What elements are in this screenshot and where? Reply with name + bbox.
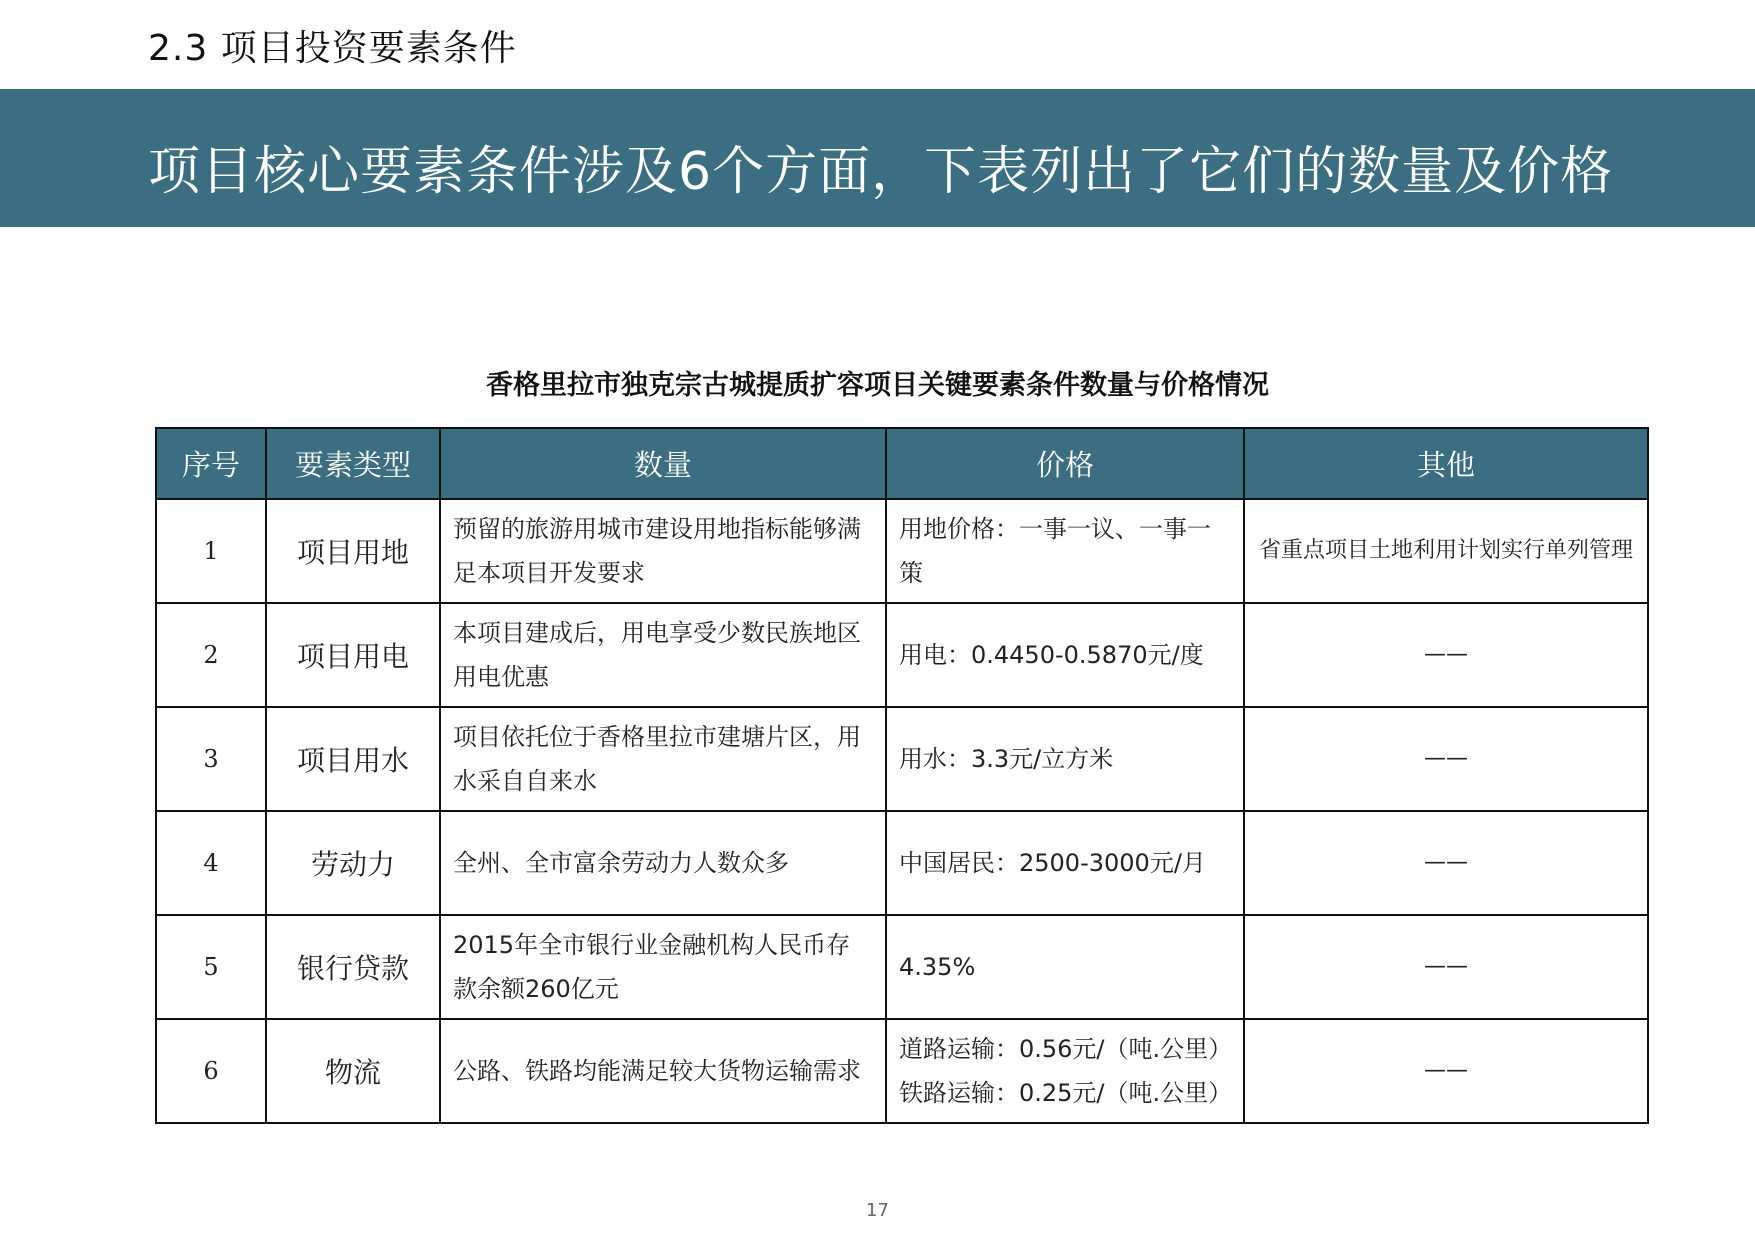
cell-other: —— (1244, 707, 1648, 811)
header-price: 价格 (886, 428, 1244, 499)
cell-price: 中国居民：2500-3000元/月 (886, 811, 1244, 915)
cell-price: 用电：0.4450-0.5870元/度 (886, 603, 1244, 707)
cell-quantity: 全州、全市富余劳动力人数众多 (440, 811, 886, 915)
banner-title: 项目核心要素条件涉及6个方面，下表列出了它们的数量及价格 (148, 142, 1614, 202)
cell-type: 劳动力 (266, 811, 440, 915)
cell-type: 物流 (266, 1019, 440, 1123)
cell-index: 1 (156, 499, 266, 603)
cell-index: 2 (156, 603, 266, 707)
table-row (156, 1019, 1648, 1123)
cell-quantity: 2015年全市银行业金融机构人民币存款余额260亿元 (440, 915, 886, 1019)
cell-price: 4.35% (886, 915, 1244, 1019)
cell-other: —— (1244, 811, 1648, 915)
cell-index: 6 (156, 1019, 266, 1123)
cell-other: —— (1244, 603, 1648, 707)
cell-type: 项目用水 (266, 707, 440, 811)
cell-type: 项目用电 (266, 603, 440, 707)
cell-type: 项目用地 (266, 499, 440, 603)
cell-index: 3 (156, 707, 266, 811)
cell-type: 银行贷款 (266, 915, 440, 1019)
header-type: 要素类型 (266, 428, 440, 499)
table-row (156, 603, 1648, 707)
cell-quantity: 公路、铁路均能满足较大货物运输需求 (440, 1019, 886, 1123)
cell-price: 道路运输：0.56元/（吨.公里）铁路运输：0.25元/（吨.公里） (886, 1019, 1244, 1123)
table-header-row (156, 428, 1648, 499)
header-quantity: 数量 (440, 428, 886, 499)
cell-quantity: 本项目建成后，用电享受少数民族地区用电优惠 (440, 603, 886, 707)
table-row (156, 499, 1648, 603)
section-heading: 2.3 项目投资要素条件 (148, 28, 517, 69)
cell-other: —— (1244, 915, 1648, 1019)
table-title: 香格里拉市独克宗古城提质扩容项目关键要素条件数量与价格情况 (486, 370, 1269, 401)
cell-price: 用水：3.3元/立方米 (886, 707, 1244, 811)
header-index: 序号 (156, 428, 266, 499)
table-row (156, 707, 1648, 811)
page-number: 17 (866, 1200, 889, 1221)
elements-table (155, 427, 1649, 1124)
header-other: 其他 (1244, 428, 1648, 499)
cell-other: —— (1244, 1019, 1648, 1123)
cell-index: 4 (156, 811, 266, 915)
cell-price: 用地价格：一事一议、一事一策 (886, 499, 1244, 603)
cell-quantity: 项目依托位于香格里拉市建塘片区，用水采自自来水 (440, 707, 886, 811)
title-banner (0, 89, 1755, 227)
table-row (156, 915, 1648, 1019)
cell-index: 5 (156, 915, 266, 1019)
table-row (156, 811, 1648, 915)
elements-table-container (155, 427, 1647, 1124)
cell-quantity: 预留的旅游用城市建设用地指标能够满足本项目开发要求 (440, 499, 886, 603)
cell-other: 省重点项目土地利用计划实行单列管理 (1244, 499, 1648, 603)
